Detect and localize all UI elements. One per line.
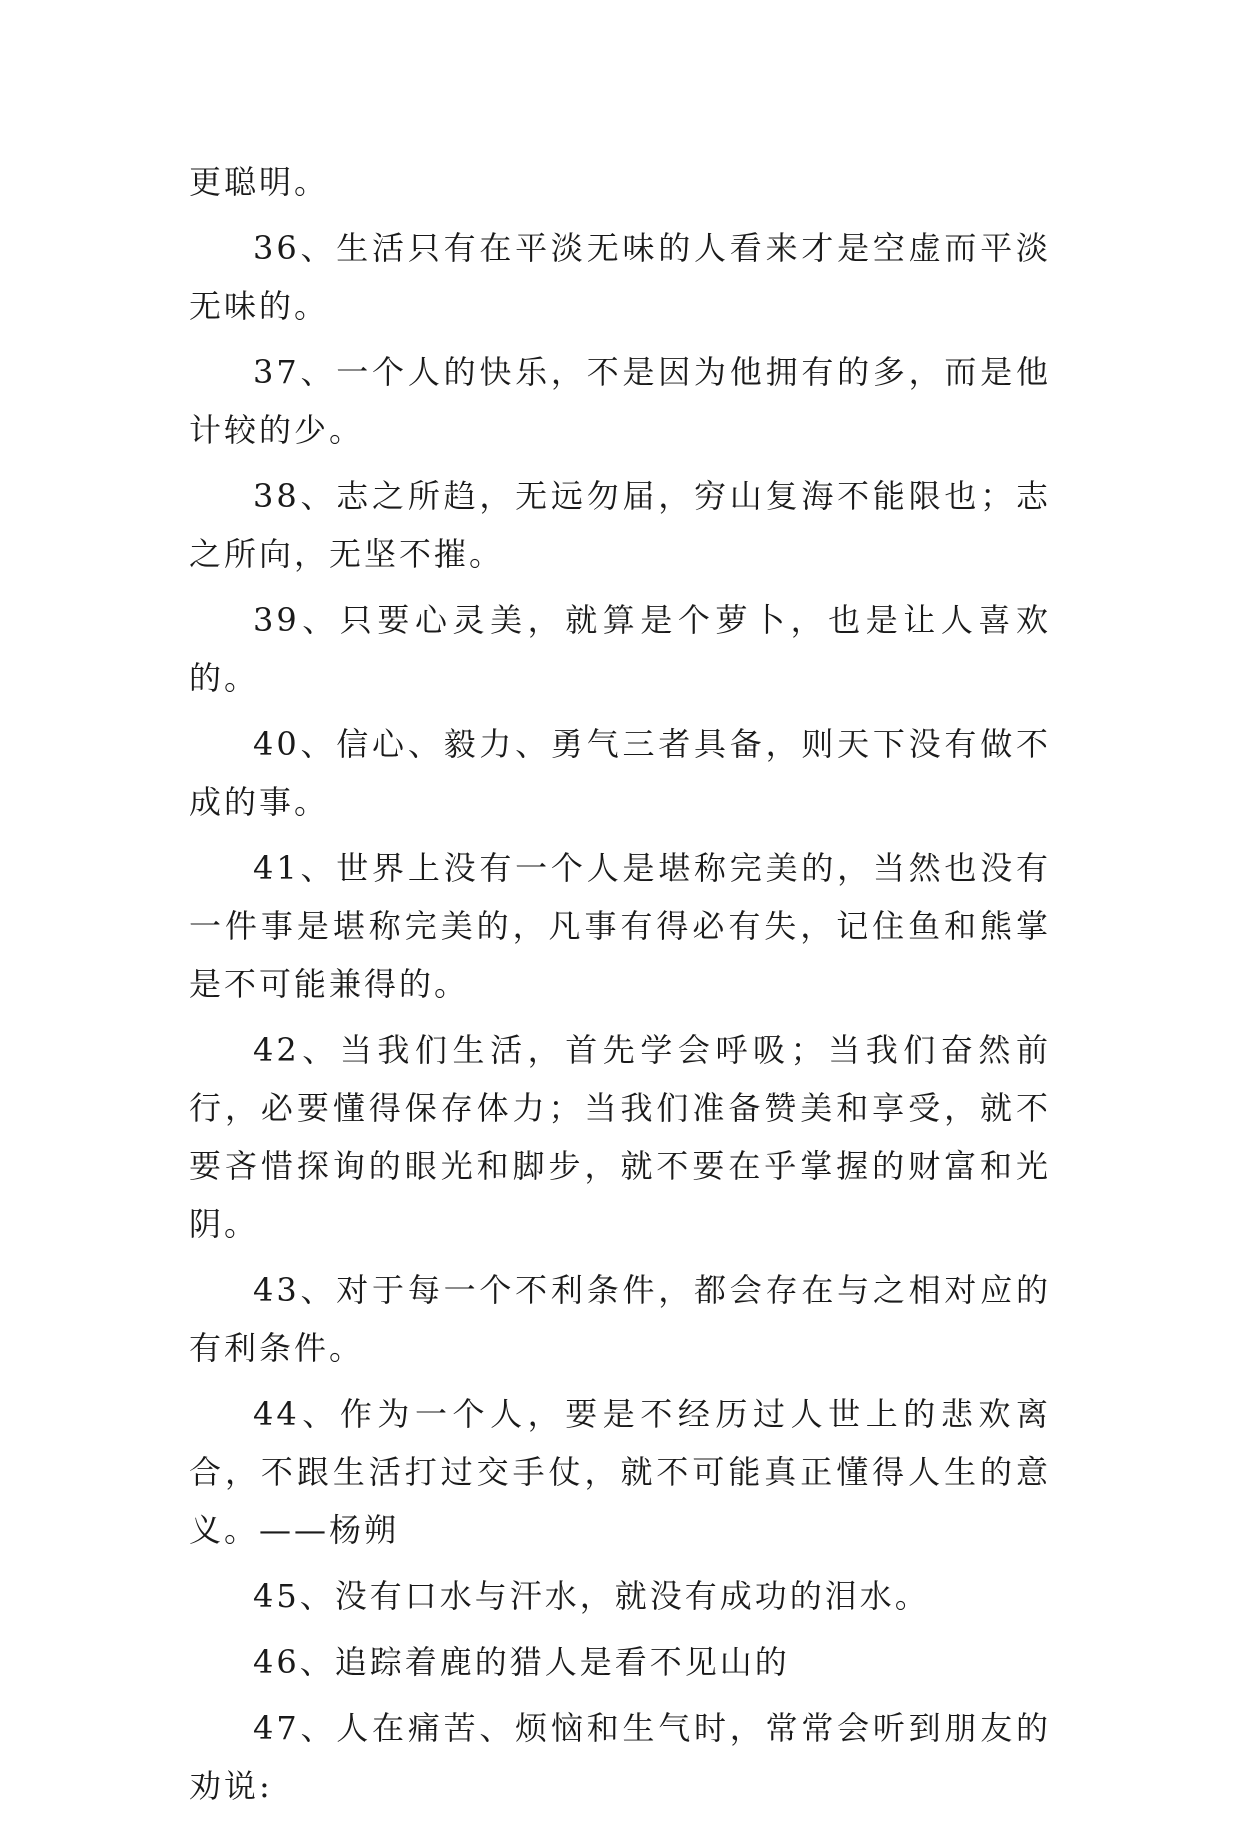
paragraph-continuation: 更聪明。: [189, 163, 330, 201]
quote-item-46: 46、追踪着鹿的猎人是看不见山的: [253, 1643, 790, 1681]
quote-item-43: 43、对于每一个不利条件，都会存在与之相对应的有利条件。: [189, 1271, 1051, 1367]
quote-item-42: 42、当我们生活，首先学会呼吸；当我们奋然前行，必要懂得保存体力；当我们准备赞美和享受，就不要吝惜探询的眼光和脚步，就不要在乎掌握的财富和光阴。: [189, 1031, 1051, 1243]
document-body: [189, 153, 1051, 1823]
quote-item-45: 45、没有口水与汗水，就没有成功的泪水。: [253, 1577, 930, 1615]
quote-item-40: 40、信心、毅力、勇气三者具备，则天下没有做不成的事。: [189, 725, 1051, 821]
quote-item-36: 36、生活只有在平淡无味的人看来才是空虚而平淡无味的。: [189, 229, 1051, 325]
quote-item-37: 37、一个人的快乐，不是因为他拥有的多，而是他计较的少。: [189, 353, 1051, 449]
quote-item-47: 47、人在痛苦、烦恼和生气时，常常会听到朋友的劝说:: [189, 1709, 1051, 1805]
quote-item-41: 41、世界上没有一个人是堪称完美的，当然也没有一件事是堪称完美的，凡事有得必有失，记住鱼和熊掌是不可能兼得的。: [189, 849, 1051, 1003]
quote-item-44: 44、作为一个人，要是不经历过人世上的悲欢离合，不跟生活打过交手仗，就不可能真正懂得人生的意义。——杨朔: [189, 1395, 1051, 1549]
quote-item-38: 38、志之所趋，无远勿届，穷山复海不能限也；志之所向，无坚不摧。: [189, 477, 1051, 573]
quote-item-39: 39、只要心灵美，就算是个萝卜，也是让人喜欢的。: [189, 601, 1051, 697]
